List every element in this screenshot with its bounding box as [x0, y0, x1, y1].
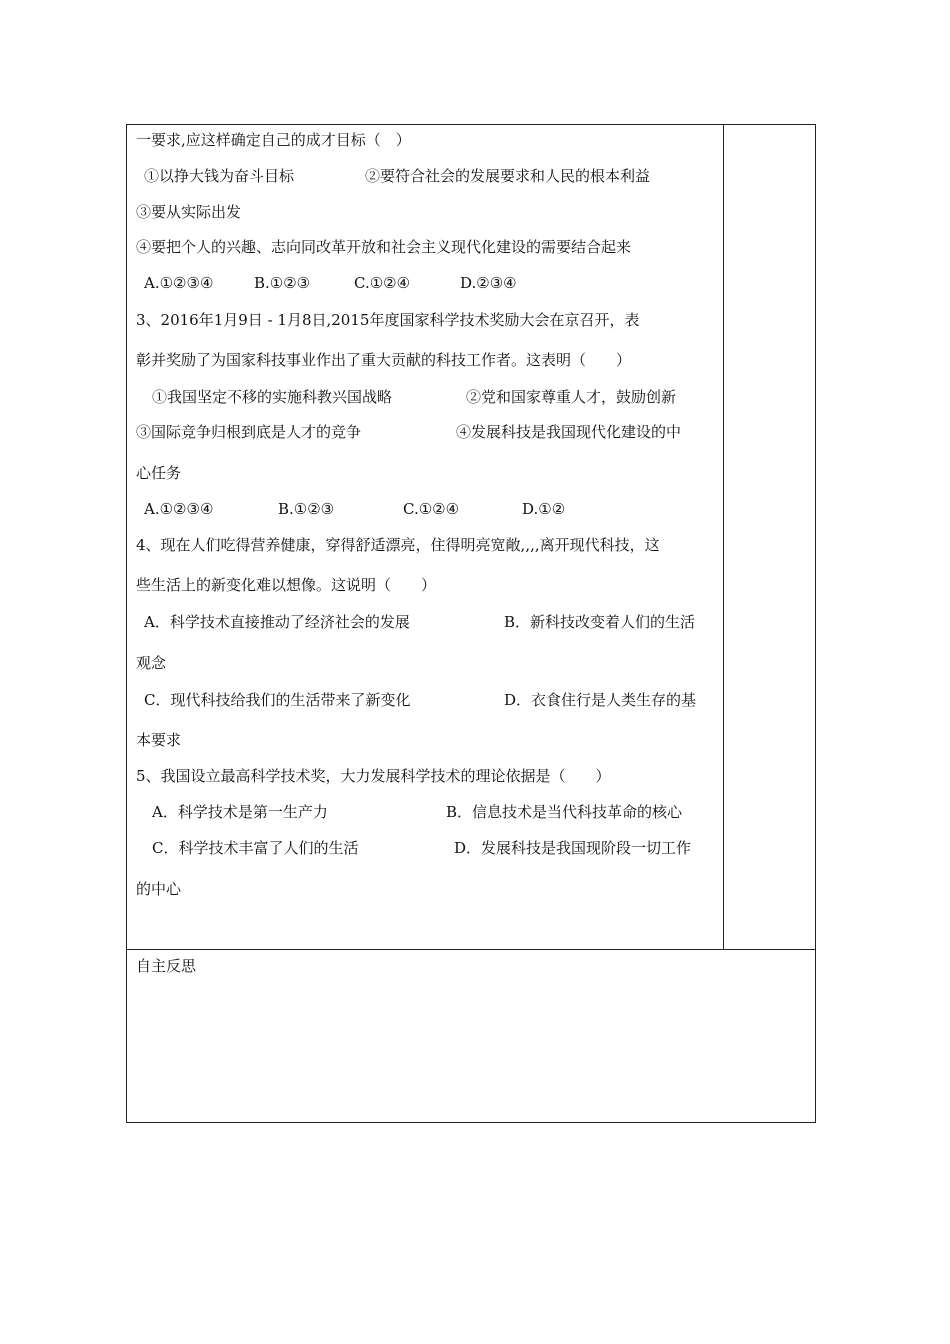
q5-option-d: D．发展科技是我国现阶段一切工作	[454, 839, 692, 857]
q2-item-4: ④要把个人的兴趣、志向同改革开放和社会主义现代化建设的需要结合起来	[136, 238, 632, 256]
column-divider	[723, 125, 724, 949]
q3-item-4: ④发展科技是我国现代化建设的中	[456, 423, 682, 441]
q5-option-a: A．科学技术是第一生产力	[152, 803, 328, 821]
row-divider	[127, 949, 815, 950]
q3-option-c: C.①②④	[403, 500, 460, 518]
q2-option-b: B.①②③	[254, 274, 311, 292]
q5-option-c: C．科学技术丰富了人们的生活	[152, 839, 359, 857]
q2-item-1: ①以挣大钱为奋斗目标	[144, 167, 295, 185]
q4-option-b-tail: 观念	[136, 654, 167, 672]
q2-option-c: C.①②④	[354, 274, 411, 292]
q5-stem: 5、我国设立最高科学技术奖，大力发展科学技术的理论依据是（ ）	[136, 767, 611, 785]
q4-option-d: D．衣食住行是人类生存的基	[504, 691, 697, 709]
q4-option-d-tail: 本要求	[136, 731, 182, 749]
q3-item-1: ①我国坚定不移的实施科教兴国战略	[152, 388, 393, 406]
q2-stem-tail: 一要求,应这样确定自己的成才目标（ ）	[136, 131, 411, 149]
q2-item-2: ②要符合社会的发展要求和人民的根本利益	[365, 167, 651, 185]
q4-option-b: B．新科技改变着人们的生活	[504, 613, 696, 631]
q3-item-4-tail: 心任务	[136, 464, 182, 482]
q3-option-b: B.①②③	[278, 500, 335, 518]
reflection-heading: 自主反思	[136, 957, 197, 975]
q3-item-3: ③国际竞争归根到底是人才的竞争	[136, 423, 362, 441]
q5-option-b: B．信息技术是当代科技革命的核心	[446, 803, 683, 821]
q3-stem-line-2: 彰并奖励了为国家科技事业作出了重大贡献的科技工作者。这表明（ ）	[136, 351, 632, 369]
q3-stem-line-1: 3、2016年1月9日 - 1月8日,2015年度国家科学技术奖励大会在京召开，表	[136, 311, 640, 329]
q2-option-d: D.②③④	[460, 274, 517, 292]
q4-stem-line-2: 些生活上的新变化难以想像。这说明（ ）	[136, 576, 437, 594]
q3-option-d: D.①②	[522, 500, 566, 518]
q4-stem-line-1: 4、现在人们吃得营养健康，穿得舒适漂亮，住得明亮宽敞,,,,离开现代科技，这	[136, 536, 660, 554]
q3-option-a: A.①②③④	[144, 500, 214, 518]
worksheet-table	[126, 124, 816, 1123]
q5-option-d-tail: 的中心	[136, 880, 182, 898]
q2-item-3: ③要从实际出发	[136, 203, 242, 221]
q4-option-c: C．现代科技给我们的生活带来了新变化	[144, 691, 411, 709]
q2-option-a: A.①②③④	[144, 274, 214, 292]
q4-option-a: A．科学技术直接推动了经济社会的发展	[144, 613, 410, 631]
q3-item-2: ②党和国家尊重人才，鼓励创新	[466, 388, 677, 406]
